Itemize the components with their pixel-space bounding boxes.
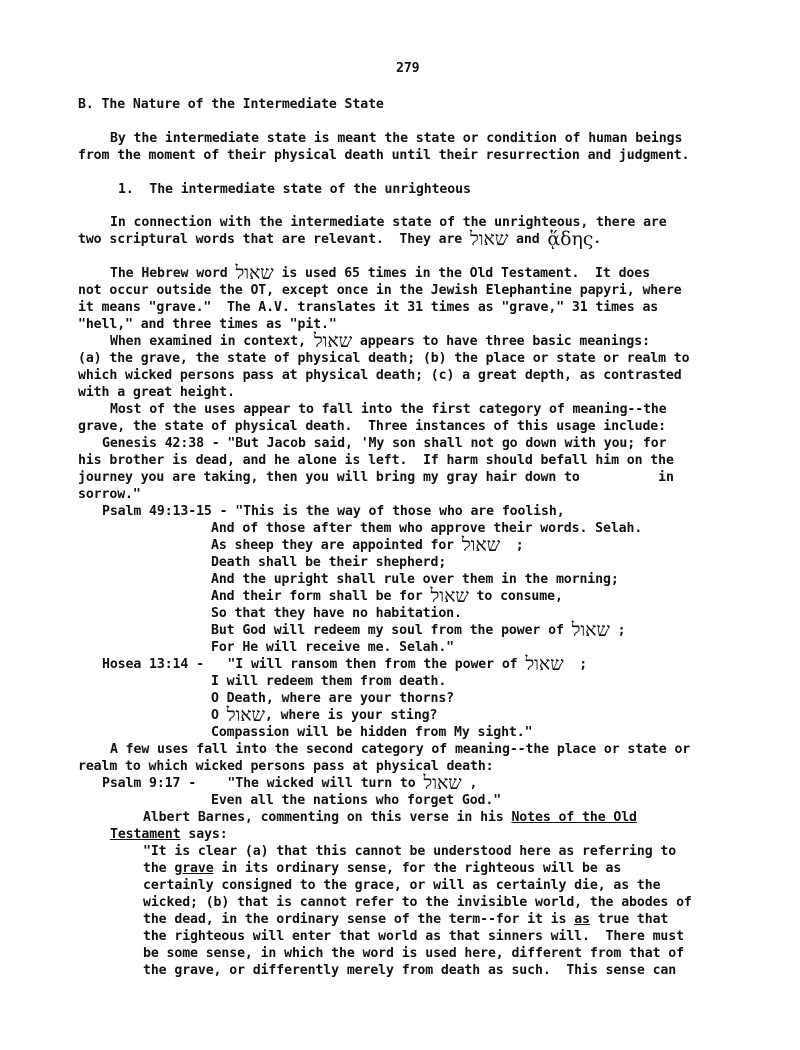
hebrew-para-line-3: it means "grave." The A.V. translates it 31 times as "grave," 31 times as (78, 300, 659, 315)
psalm49-line-9: For He will receive me. Selah." (211, 640, 455, 655)
hosea-line-4: O שאול, where is your sting? (211, 704, 438, 726)
hebrew-para-line-4: "hell," and three times as "pit." (78, 317, 337, 332)
psalm49-line-7: So that they have no habitation. (211, 606, 462, 621)
quote-line-8: the grave, or differently merely from death as such. This sense can (143, 963, 677, 978)
quote-line-1: "It is clear (a) that this cannot be understood here as referring to (143, 844, 677, 859)
barnes-line-2: Testament says: (110, 827, 228, 842)
section-heading: B. The Nature of the Intermediate State (78, 97, 384, 112)
book-title-cont: Testament (110, 827, 181, 842)
quote-line-7: be some sense, in which the word is used here, different from that of (143, 946, 684, 961)
hebrew-word-sheol: שאול (430, 585, 469, 607)
psalm49-line-6: And their form shall be for שאול to consume, (211, 585, 563, 607)
psalm49-line-3: As sheep they are appointed for שאול ; (211, 534, 524, 556)
genesis-line-4: sorrow." (78, 487, 141, 502)
psalm49-line-5: And the upright shall rule over them in the morning; (211, 572, 619, 587)
genesis-line-3: journey you are taking, then you will bring my gray hair down to in (78, 470, 674, 485)
hebrew-para-line-1: The Hebrew word שאול is used 65 times in the Old Testament. It does (110, 262, 650, 284)
hebrew-word-sheol: שאול (525, 653, 564, 675)
hebrew-word-sheol: שאול (313, 330, 353, 352)
subheading: 1. The intermediate state of the unrighteous (118, 182, 471, 197)
category1-line-1: Most of the uses appear to fall into the first category of meaning--the (110, 402, 667, 417)
hosea-line-5: Compassion will be hidden from My sight." (211, 725, 533, 740)
hosea-ref: Hosea 13:14 - "I will ransom then from the power of שאול ; (102, 653, 588, 675)
category1-line-2: grave, the state of physical death. Three instances of this usage include: (78, 419, 666, 434)
intro-line-2: from the moment of their physical death until their resurrection and judgment. (78, 148, 690, 163)
quote-line-2: the grave in its ordinary sense, for the righteous will be as (143, 861, 622, 876)
hebrew-word-sheol: שאול (226, 704, 265, 726)
quote-line-6: the righteous will enter that world as that sinners will. There must (143, 929, 684, 944)
hebrew-word-sheol: שאול (461, 534, 501, 556)
hebrew-word-sheol: שאול (423, 772, 462, 794)
psalm49-line-4: Death shall be their shepherd; (211, 555, 447, 570)
genesis-line-2: his brother is dead, and he alone is left. If harm should befall him on the (78, 453, 674, 468)
hebrew-para-line-2: not occur outside the OT, except once in the Jewish Elephantine papyri, where (78, 283, 682, 298)
psalm9-ref: Psalm 9:17 - "The wicked will turn to שאול , (102, 772, 478, 794)
terms-line-1: In connection with the intermediate state of the unrighteous, there are (110, 215, 667, 230)
page-number: 279 (396, 61, 420, 76)
context-line-1: When examined in context, שאול appears to have three basic meanings: (110, 330, 650, 352)
barnes-line-1: Albert Barnes, commenting on this verse in his Notes of the Old (143, 810, 637, 825)
psalm49-line-8: But God will redeem my soul from the power of שאול ; (211, 619, 626, 641)
genesis-line-1: Genesis 42:38 - "But Jacob said, 'My son shall not go down with you; for (102, 436, 667, 451)
psalm49-line-2: And of those after them who approve their words. Selah. (211, 521, 643, 536)
context-line-3: which wicked persons pass at physical death; (c) a great depth, as contrasted (78, 368, 682, 383)
psalm49-ref: Psalm 49:13-15 - "This is the way of those who are foolish, (102, 504, 565, 519)
quote-line-5: the dead, in the ordinary sense of the term--for it is as true that (143, 912, 669, 927)
terms-line-2: two scriptural words that are relevant. They are שאול and ᾅδης. (78, 228, 602, 250)
category2-line-1: A few uses fall into the second category of meaning--the place or state or (110, 742, 691, 757)
hebrew-word-sheol: שאול (235, 262, 274, 284)
greek-word-hades: ᾅδης (547, 228, 594, 250)
hebrew-word-sheol: שאול (571, 619, 610, 641)
quote-line-3: certainly consigned to the grace, or will as certainly die, as the (143, 878, 661, 893)
psalm9-line-2: Even all the nations who forget God." (211, 793, 502, 808)
quote-line-4: wicked; (b) that is cannot refer to the invisible world, the abodes of (143, 895, 692, 910)
book-title: Notes of the Old (511, 810, 637, 825)
hosea-line-3: O Death, where are your thorns? (211, 691, 455, 706)
category2-line-2: realm to which wicked persons pass at physical death: (78, 759, 494, 774)
hebrew-word-sheol: שאול (469, 228, 509, 250)
hosea-line-2: I will redeem them from death. (211, 674, 447, 689)
context-line-4: with a great height. (78, 385, 235, 400)
context-line-2: (a) the grave, the state of physical death; (b) the place or state or realm to (78, 351, 690, 366)
intro-line-1: By the intermediate state is meant the state or condition of human beings (110, 131, 683, 146)
